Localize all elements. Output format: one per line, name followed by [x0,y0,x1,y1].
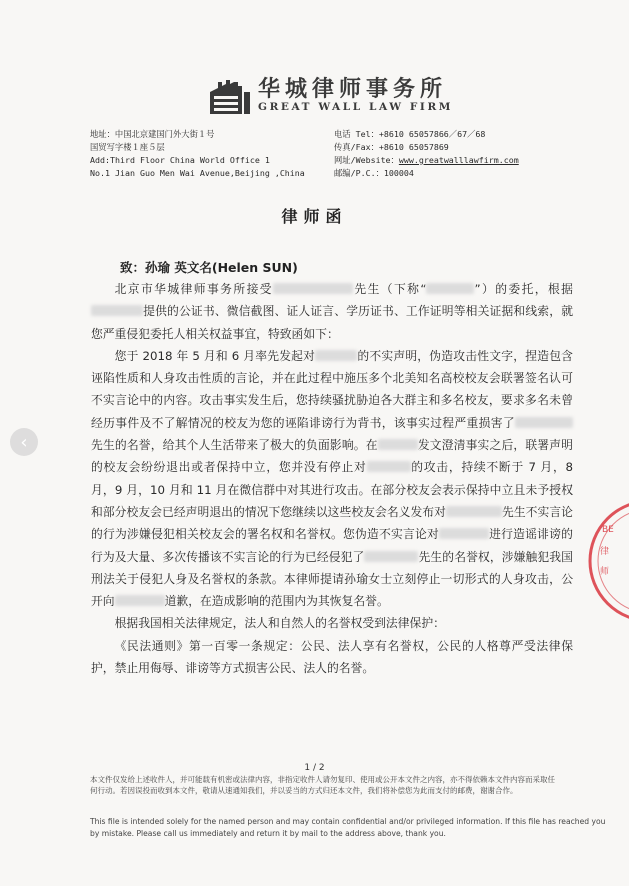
redacted-name [273,283,353,294]
red-seal-stamp-icon [582,496,629,626]
text-span: 发文澄清事实之后，联署声明的校友会纷纷退出或者保持中立，您并没有停止对 [91,438,573,475]
fax: 传真/Fax：+8610 65057869 [334,142,449,152]
address-block [90,128,305,180]
firm-name-en: GREAT WALL LAW FIRM [258,101,453,113]
redacted-name [426,283,474,294]
website-line [334,154,519,167]
disclaimer-en: This file is intended solely for the named person and may contain confidential and/or privileged information. If this file has reached you by mistake. Please call us immediately and return it by mail to the address above, thank you. [90,817,606,838]
paragraph-3: 根据我国相关法律规定，法人和自然人的名誉权受到法律保护： [114,616,445,631]
redacted-name [91,305,143,316]
redacted-name [115,595,165,606]
text-span: 先生的名誉权，涉嫌触犯我国刑法关于侵犯人身及名誉权的条款。本律师提请孙瑜女士立刻停止一切形式的人身攻击，公开向 [91,549,573,609]
svg-text:BE: BE [602,525,614,535]
page-number: 1 / 2 [304,763,325,773]
text-span: 提供的公证书、微信截图、证人证言、学历证书、工作证明等相关证据和线索，就您严重侵犯委托人相关权益事宜，特致函如下： [91,304,573,341]
text-span: 先生不实言论的行为涉嫌侵犯相关校友会的署名权和名誉权。您伪造不实言论对 [91,504,573,542]
text-span: 北京市华城律师事务所接受 [114,282,273,296]
address-en-line1: Add:Third Floor China World Office 1 [90,155,270,165]
address-cn-line2: 国贸写字楼１座５层 [90,142,165,152]
redacted-name [364,551,418,562]
disclaimer-cn: 本文件仅发给上述收件人，并可能载有机密或法律内容，非指定收件人请勿复印、使用或公开本文件之内容，亦不得依赖本文件内容而采取任何行动。若因误投而收到本文件，敬请从速通知我们，并以妥当的方式归还本文件，我们将补偿您为此而支付的邮费，谢谢合作。 [90,775,555,795]
website-link[interactable]: www.greatwalllawfirm.com [398,155,519,165]
svg-text:师: 师 [600,567,610,577]
text-span: ”）的委托，根据 [474,282,573,296]
text-span: 的攻击，持续不断于 7 月，8 月，9 月，10 月和 11 月在微信群中对其进行攻击。在部分校友会表示保持中立且未予授权和部分校友会已经声明退出的情况下您继续以这些校友会名义发布对 [91,460,573,519]
postcode: 邮编/P.C.：100004 [334,168,414,178]
letter-body [91,278,573,679]
chevron-left-icon: ‹ [20,431,28,453]
redacted-name [446,506,502,517]
text-span: 的不实声明，伪造攻击性文字，捏造包含诬陷性质和人身攻击性质的言论，并在此过程中施压多个北美知名高校校友会联署签名认可不实言论中的内容。攻击事实发生后，您持续骚扰胁迫各大群主和多名校友，要求多名未曾经历事件及不了解情况的校友为您的诬陷诽谤行为背书，该事实过程严重损害了 [91,348,573,430]
text-span: 进行造谣诽谤的行为及大量、多次传播该不实言论的行为已经侵犯了 [91,527,573,564]
paragraph-4: 《民法通则》第一百零一条规定：公民、法人享有名誉权，公民的人格尊严受法律保护，禁止用侮辱、诽谤等方式损害公民、法人的名誉。 [91,638,573,676]
paragraph-2 [91,345,573,613]
text-span: 先生的名誉，给其个人生活带来了极大的负面影响。在 [91,438,378,453]
address-cn-line1: 地址：中国北京建国门外大街１号 [90,129,215,139]
redacted-name [367,461,411,472]
svg-text:律: 律 [600,547,610,557]
letter-title: 律师函 [281,207,348,226]
text-span: 您于 2018 年 5 月和 6 月率先发起对 [114,348,316,363]
firm-name-cn: 华城律师事务所 [258,77,448,102]
address-en-line2: No.1 Jian Guo Men Wai Avenue,Beijing ,China [90,168,305,178]
telephone: 电话 Tel：+8610 65057866／67／68 [334,129,486,139]
prev-page-button[interactable] [10,428,38,456]
redacted-name [315,350,357,361]
recipient-line: 致：孙瑜 英文名(Helen SUN) [120,260,298,275]
text-span: 道歉，在造成影响的范围内为其恢复名誉。 [164,594,389,609]
redacted-name [515,417,573,428]
website-label: 网址/Website： [334,155,399,165]
redacted-name [378,439,418,450]
paragraph-1 [91,278,573,345]
great-wall-logo-icon [208,78,252,116]
text-span: 先生（下称“ [352,282,427,296]
redacted-name [439,528,489,539]
contact-block [334,128,519,180]
